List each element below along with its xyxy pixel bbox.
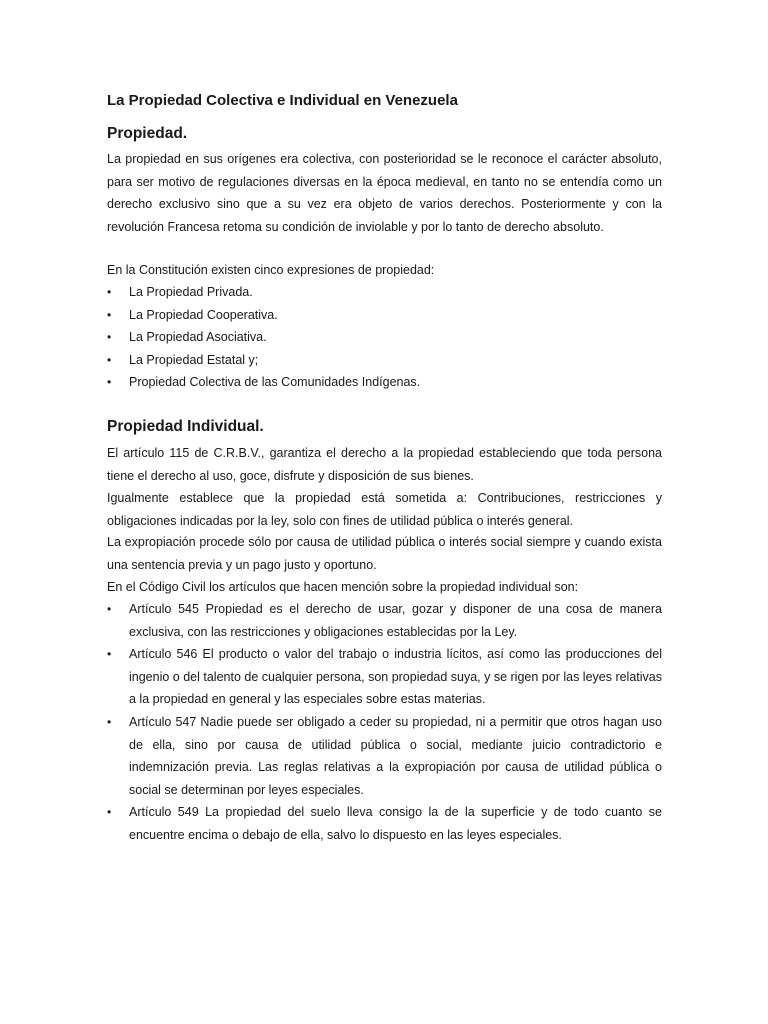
list-item-text: La Propiedad Cooperativa.	[129, 307, 278, 322]
list-item	[107, 711, 662, 801]
list-item	[107, 598, 662, 643]
section-heading-propiedad: Propiedad.	[107, 125, 188, 142]
contributions-paragraph: Igualmente establece que la propiedad está sometida a: Contribuciones, restricciones y obligaciones indicadas por la ley, solo con fines de utilidad pública o interés general.	[107, 491, 662, 528]
bullet-icon: •	[107, 647, 112, 662]
list-item	[107, 801, 662, 846]
list-item	[107, 349, 662, 372]
expropriation-paragraph: La expropiación procede sólo por causa de utilidad pública o interés social siempre y cuando exista una sentencia previa y un pago justo y oportuno.	[107, 535, 662, 572]
bullet-icon: •	[107, 714, 112, 729]
list-item-text: La Propiedad Privada.	[129, 285, 253, 299]
list-item	[107, 304, 662, 327]
list-item-text: Propiedad Colectiva de las Comunidades Indígenas.	[129, 375, 421, 390]
bullet-icon: •	[107, 307, 112, 322]
list-item-text: La Propiedad Asociativa.	[129, 330, 267, 345]
bullet-icon: •	[107, 805, 112, 820]
list-item	[107, 281, 662, 304]
document-title: La Propiedad Colectiva e Individual en Venezuela	[107, 92, 458, 109]
section-heading-propiedad-individual: Propiedad Individual.	[107, 418, 264, 435]
section-paragraph-propiedad: La propiedad en sus orígenes era colectiva, con posterioridad se le reconoce el carácter absoluto, para ser motivo de regulaciones diversas en la época medieval, en tanto no se entendía como un derecho exclusivo sino que a su vez era objeto de varios derechos. Posteriormente y con la revolución Francesa retoma su condición de inviolable y por lo tanto de derecho absoluto.	[107, 152, 662, 234]
constitution-intro: En la Constitución existen cinco expresiones de propiedad:	[107, 263, 435, 277]
bullet-icon: •	[107, 375, 112, 390]
article-115-paragraph: El artículo 115 de C.R.B.V., garantiza el derecho a la propiedad estableciendo que toda persona tiene el derecho al uso, goce, disfrute y disposición de sus bienes.	[107, 446, 662, 483]
list-item-text: La Propiedad Estatal y;	[129, 352, 259, 367]
list-item-text: Artículo 547 Nadie puede ser obligado a ceder su propiedad, ni a permitir que otros hagan uso de ella, sino por causa de utilidad pública o social, mediante juicio contradictorio e indemnización previa. Las reglas relativas a la expropiación por causa de utilidad pública o social se determinan por leyes especiales.	[129, 714, 662, 797]
bullet-icon: •	[107, 330, 112, 345]
list-item-text: Artículo 549 La propiedad del suelo lleva consigo la de la superficie y de todo cuanto se encuentre encima o debajo de ella, salvo lo dispuesto en las leyes especiales.	[129, 805, 662, 842]
bullet-icon: •	[107, 285, 112, 299]
bullet-icon: •	[107, 352, 112, 367]
list-item	[107, 326, 662, 349]
list-item-text: Artículo 546 El producto o valor del trabajo o industria lícitos, así como las producciones del ingenio o del talento de cualquier persona, son propiedad suya, y se rigen por las leyes relativas a la propiedad en general y las especiales sobre estas materias.	[129, 647, 662, 707]
constitution-list	[107, 281, 662, 394]
civil-code-intro: En el Código Civil los artículos que hacen mención sobre la propiedad individual son:	[107, 580, 579, 594]
civil-code-list	[107, 598, 662, 847]
list-item	[107, 643, 662, 711]
bullet-icon: •	[107, 602, 112, 616]
list-item-text: Artículo 545 Propiedad es el derecho de usar, gozar y disponer de una cosa de manera exclusiva, con las restricciones y obligaciones establecidas por la Ley.	[129, 602, 662, 639]
list-item	[107, 371, 662, 394]
